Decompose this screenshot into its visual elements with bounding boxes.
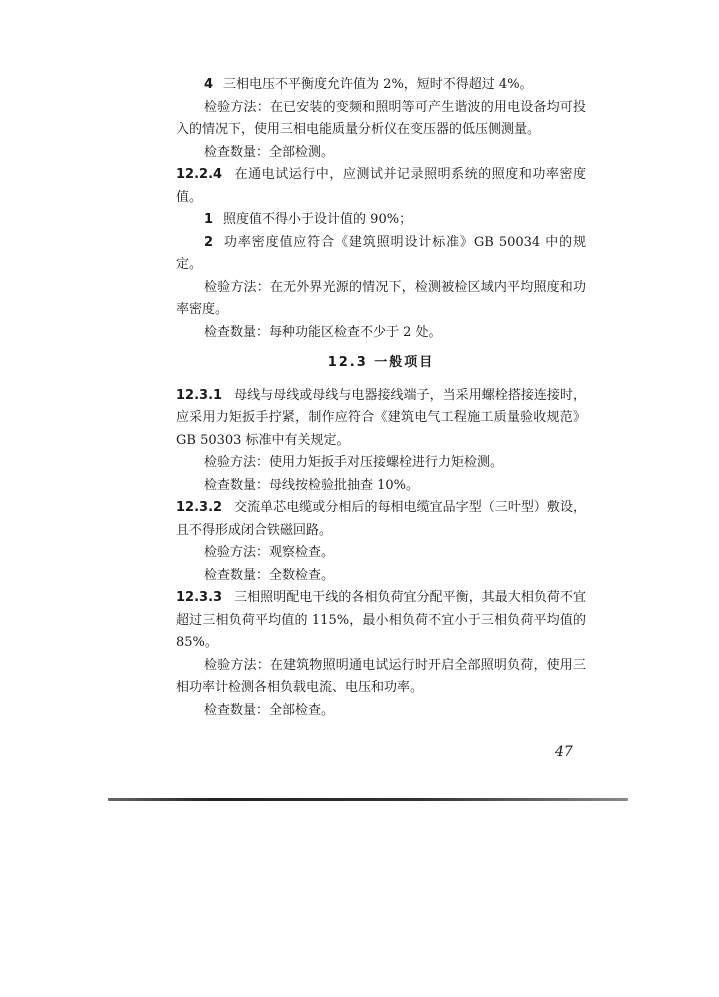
clause-text: 母线与母线或母线与电器接线端子，当采用螺栓搭接连接时，应采用力矩扳手拧紧，制作应符合《建筑电气工程施工质量验收规范》GB 50303 标准中有关规定。 bbox=[176, 387, 586, 448]
clause-text: 三相照明配电干线的各相负荷宜分配平衡，其最大相负荷不宜超过三相负荷平均值的 115%，最小相负荷不宜小于三相负荷平均值的 85%。 bbox=[176, 590, 586, 650]
clause-text: 交流单芯电缆或分相后的每相电缆宜品字型（三叶型）敷设，且不得形成闭合铁磁回路。 bbox=[176, 500, 586, 538]
inspection-method: 检验方法：在建筑物照明通电试运行时开启全部照明负荷，使用三相功率计检测各相负载电流、电压和功率。 bbox=[176, 657, 586, 695]
page-number: 47 bbox=[555, 744, 573, 760]
item-text: 照度值不得小于设计值的 90%； bbox=[223, 212, 413, 227]
inspection-quantity: 检查数量：母线按检验批抽查 10%。 bbox=[204, 477, 420, 493]
section-title: 12.3 一般项目 bbox=[327, 355, 435, 370]
clause-12-3-3 bbox=[176, 587, 586, 655]
clause-number: 12.3.1 bbox=[176, 387, 223, 403]
inspection-quantity: 检查数量：全部检测。 bbox=[204, 144, 335, 160]
clause-12-3-2 bbox=[176, 497, 586, 542]
inspection-method: 检验方法：在已安装的变频和照明等可产生谐波的用电设备均可投入的情况下，使用三相电能质量分析仪在变压器的低压侧测量。 bbox=[176, 99, 586, 137]
document-body bbox=[176, 74, 586, 722]
inspection-quantity: 检查数量：全数检查。 bbox=[204, 567, 335, 583]
item-1 bbox=[176, 209, 586, 232]
clause-number: 12.3.3 bbox=[176, 590, 223, 605]
inspection-quantity: 检查数量：每种功能区检查不少于 2 处。 bbox=[204, 324, 442, 340]
clause-12-3-1 bbox=[176, 385, 586, 453]
footer-rule bbox=[108, 798, 628, 801]
clause-12-2-4 bbox=[176, 164, 586, 209]
item-number: 2 bbox=[204, 234, 214, 250]
item-4 bbox=[176, 74, 586, 97]
clause-number: 12.2.4 bbox=[176, 167, 223, 182]
item-number: 4 bbox=[204, 77, 214, 92]
inspection-method: 检验方法：使用力矩扳手对压接螺栓进行力矩检测。 bbox=[204, 455, 504, 470]
item-2 bbox=[176, 232, 586, 277]
clause-number: 12.3.2 bbox=[176, 500, 223, 515]
clause-text: 在通电试运行中，应测试并记录照明系统的照度和功率密度值。 bbox=[176, 167, 586, 205]
item-text: 功率密度值应符合《建筑照明设计标准》GB 50034 中的规定。 bbox=[176, 234, 586, 272]
item-text: 三相电压不平衡度允许值为 2%，短时不得超过 4%。 bbox=[223, 77, 533, 92]
item-number: 1 bbox=[204, 212, 214, 227]
inspection-method: 检验方法：在无外界光源的情况下，检测被检区域内平均照度和功率密度。 bbox=[176, 279, 586, 317]
inspection-method: 检验方法：观察检查。 bbox=[204, 545, 335, 560]
inspection-quantity: 检查数量：全部检查。 bbox=[204, 702, 335, 718]
